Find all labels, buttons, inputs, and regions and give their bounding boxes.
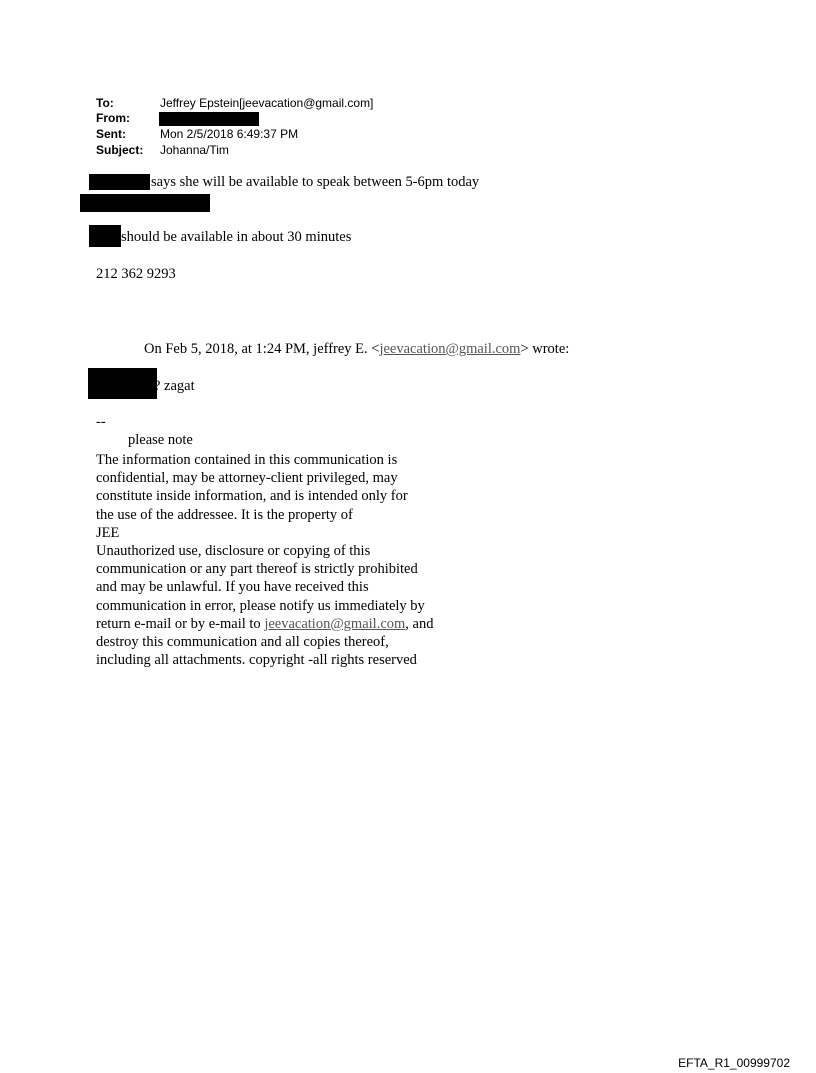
email-header [96, 96, 516, 160]
quote-header [144, 341, 569, 358]
quote-email-link[interactable]: jeevacation@gmail.com [379, 341, 521, 357]
disclaimer-line: destroy this communication and all copies thereof, [96, 634, 389, 651]
disclaimer-line: JEE [96, 524, 120, 541]
disclaimer-line: The information contained in this communication is [96, 452, 398, 468]
subject-label: Subject: [96, 143, 144, 157]
subject-value: Johanna/Tim [160, 143, 229, 157]
quote-suffix: > wrote: [520, 341, 570, 357]
disclaimer-line: communication in error, please notify us immediately by [96, 597, 425, 614]
disclaimer-line: constitute inside information, and is intended only for [96, 488, 408, 505]
return-prefix: return e-mail or by e-mail to [96, 615, 265, 632]
please-note: please note [128, 432, 193, 448]
quoted-text: ? zagat [154, 378, 195, 394]
return-email-link[interactable]: jeevacation@gmail.com [264, 615, 406, 632]
line-redaction [80, 194, 210, 212]
quote-prefix: On Feb 5, 2018, at 1:24 PM, jeffrey E. < [144, 341, 380, 357]
from-redaction [159, 112, 259, 126]
disclaimer-line: the use of the addressee. It is the property of [96, 506, 353, 523]
document-id: EFTA_R1_00999702 [678, 1056, 790, 1070]
name-redaction-2 [89, 225, 121, 247]
sent-value: Mon 2/5/2018 6:49:37 PM [160, 127, 299, 141]
disclaimer-line: including all attachments. copyright -all rights reserved [96, 652, 417, 669]
phone-number: 212 362 9293 [96, 266, 176, 282]
disclaimer-return-line [96, 615, 433, 633]
disclaimer-line: confidential, may be attorney-client privileged, may [96, 470, 398, 487]
disclaimer-line: communication or any part thereof is strictly prohibited [96, 561, 418, 578]
from-label: From: [96, 111, 130, 125]
to-value: Jeffrey Epstein[jeevacation@gmail.com] [160, 96, 374, 110]
signature-separator: -- [96, 414, 106, 430]
to-label: To: [96, 96, 114, 110]
availability-line-2: should be available in about 30 minutes [121, 229, 352, 245]
return-suffix: , and [405, 615, 434, 632]
disclaimer-line: and may be unlawful. If you have received this [96, 579, 369, 596]
name-redaction-3 [88, 368, 157, 399]
name-redaction-1 [89, 174, 150, 190]
disclaimer [96, 451, 433, 669]
disclaimer-line: Unauthorized use, disclosure or copying of this [96, 543, 371, 560]
availability-line: says she will be available to speak between 5-6pm today [151, 174, 480, 190]
sent-label: Sent: [96, 127, 126, 141]
